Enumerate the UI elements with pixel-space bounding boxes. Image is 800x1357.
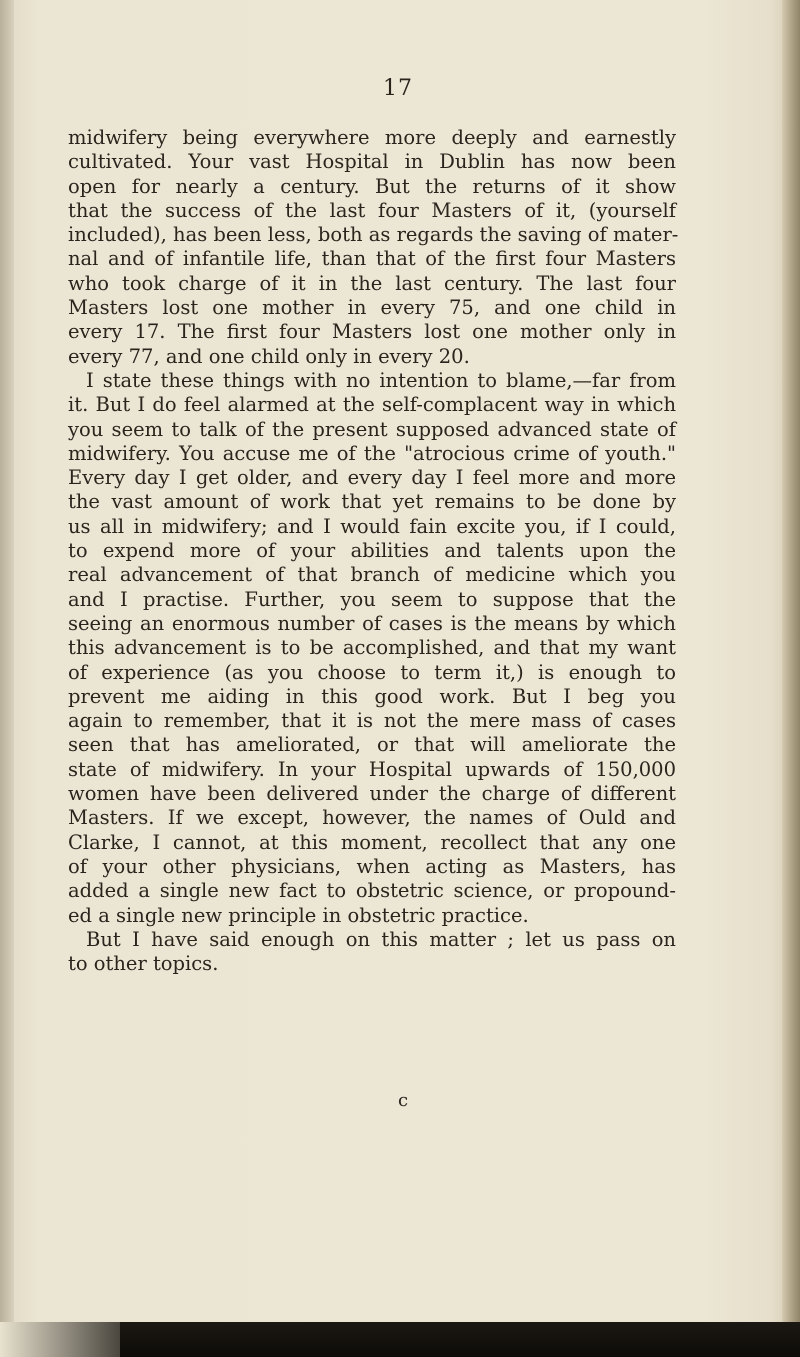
page-edge-shadow — [782, 0, 800, 1357]
paragraph — [68, 369, 676, 928]
text-line: state of midwifery. In your Hospital upwards of 150,000 — [68, 757, 676, 781]
scan-bottom-shadow — [120, 1322, 800, 1357]
text-line: But I have said enough on this matter ; let us pass on — [86, 927, 676, 951]
page-number: 17 — [383, 76, 413, 101]
text-line: to other topics. — [68, 952, 219, 976]
text-line: every 77, and one child only in every 20. — [68, 344, 470, 368]
text-line: every 17. The first four Masters lost one mother only in — [68, 320, 676, 344]
text-line: added a single new fact to obstetric science, or propound- — [68, 879, 676, 903]
text-line: again to remember, that it is not the mere mass of cases — [68, 709, 676, 733]
text-line: ed a single new principle in obstetric practice. — [68, 903, 529, 927]
text-line: included), has been less, both as regards the saving of mater- — [68, 223, 679, 247]
text-line: of experience (as you choose to term it,) is enough to — [68, 660, 676, 684]
text-line: the vast amount of work that yet remains to be done by — [68, 490, 676, 514]
text-line: Clarke, I cannot, at this moment, recollect that any one — [68, 830, 676, 854]
text-line: and I practise. Further, you seem to suppose that the — [68, 587, 676, 611]
text-line: I state these things with no intention to blame,—far from — [86, 368, 676, 392]
text-line: prevent me aiding in this good work. But I beg you — [68, 684, 676, 708]
text-line: Masters lost one mother in every 75, and one child in — [68, 296, 676, 320]
text-line: women have been delivered under the charge of different — [68, 782, 676, 806]
paragraph — [68, 928, 676, 977]
text-line: seeing an enormous number of cases is the means by which — [68, 611, 676, 635]
body-text — [68, 126, 679, 976]
text-line: Masters. If we except, however, the names of Ould and — [68, 806, 676, 830]
text-line: nal and of infantile life, than that of the first four Masters — [68, 247, 676, 271]
text-line: open for nearly a century. But the returns of it show — [68, 174, 676, 198]
text-line: midwifery being everywhere more deeply and earnestly — [68, 126, 676, 149]
paragraph — [68, 126, 679, 369]
text-line: seen that has ameliorated, or that will ameliorate the — [68, 733, 676, 757]
text-line: cultivated. Your vast Hospital in Dublin has now been — [68, 150, 676, 174]
text-line: this advancement is to be accomplished, and that my want — [68, 636, 676, 660]
text-line: Every day I get older, and every day I feel more and more — [68, 466, 676, 490]
text-line: of your other physicians, when acting as Masters, has — [68, 854, 676, 878]
text-line: midwifery. You accuse me of the "atrocious crime of youth." — [68, 441, 676, 465]
page-binding-shadow — [0, 0, 14, 1357]
text-line: us all in midwifery; and I would fain excite you, if I could, — [68, 514, 676, 538]
text-line: you seem to talk of the present supposed advanced state of — [68, 417, 676, 441]
signature-mark: c — [398, 1090, 409, 1111]
text-line: real advancement of that branch of medicine which you — [68, 563, 676, 587]
text-line: it. But I do feel alarmed at the self-complacent way in which — [68, 393, 676, 417]
scan-shadow-fade — [0, 1322, 140, 1357]
text-line: that the success of the last four Masters of it, (yourself — [68, 198, 676, 222]
text-line: to expend more of your abilities and talents upon the — [68, 539, 676, 563]
text-line: who took charge of it in the last century. The last four — [68, 271, 676, 295]
